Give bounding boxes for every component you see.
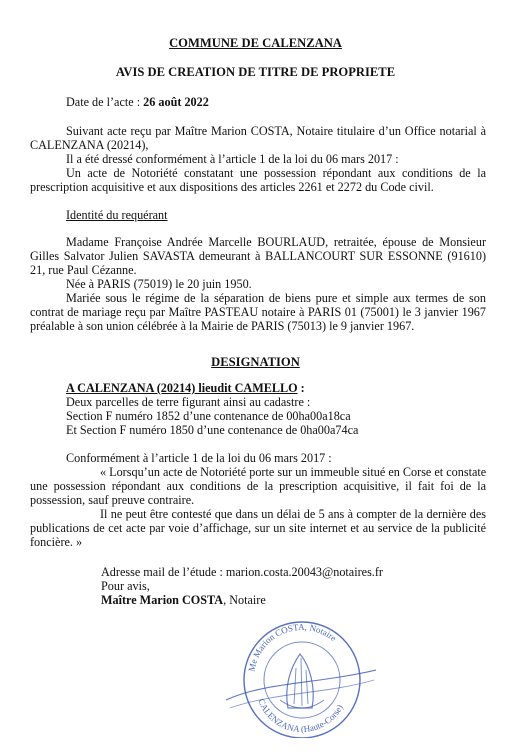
requerant-line-4: Née à PARIS (75019) le 20 juin 1950. bbox=[66, 277, 252, 291]
document-title: AVIS DE CREATION DE TITRE DE PROPRIETE bbox=[115, 65, 396, 79]
commune-heading: COMMUNE DE CALENZANA bbox=[169, 36, 342, 50]
intro-line-3: Il a été dressé conformément à l’article 1 de la loi du 06 mars 2017 : bbox=[66, 152, 399, 166]
requerant-heading: Identité du requérant bbox=[66, 208, 168, 222]
designation-line-3: Et Section F numéro 1850 d’une contenance de 0ha00a74ca bbox=[66, 423, 359, 437]
act-date-value: 26 août 2022 bbox=[143, 95, 209, 109]
law-line-4: possession, sauf preuve contraire. bbox=[30, 493, 195, 507]
requerant-line-5: Mariée sous le régime de la séparation de biens pure et simple aux termes de son bbox=[66, 291, 486, 305]
designation-location-name: A CALENZANA (20214) lieudit CAMELLO bbox=[66, 381, 298, 395]
requerant-line-1: Madame Françoise Andrée Marcelle BOURLAUD, retraitée, épouse de Monsieur bbox=[66, 235, 486, 249]
designation-location-suffix: : bbox=[297, 381, 305, 395]
act-date bbox=[66, 95, 209, 110]
law-line-5: Il ne peut être contesté que dans un délai de 5 ans à compter de la dernière des bbox=[100, 507, 486, 521]
act-date-label: Date de l’acte : bbox=[66, 95, 141, 109]
study-email: Adresse mail de l’étude : marion.costa.20043@notaires.fr bbox=[101, 565, 383, 579]
law-line-6: publications de cet acte par voie d’affichage, sur un site internet et au service de la publicité bbox=[30, 521, 486, 535]
law-line-3: une possession répondant aux conditions de la prescription acquisitive, il fait foi de la bbox=[30, 479, 486, 493]
signatory-name: Maître Marion COSTA bbox=[101, 593, 224, 607]
pour-avis: Pour avis, bbox=[101, 579, 150, 593]
designation-line-2: Section F numéro 1852 d’une contenance de 00ha00a18ca bbox=[66, 409, 351, 423]
intro-line-4: Un acte de Notoriété constatant une possession répondant aux conditions de la bbox=[66, 166, 486, 180]
requerant-line-3: 21, rue Paul Cézanne. bbox=[30, 263, 137, 277]
designation-line-1: Deux parcelles de terre figurant ainsi au cadastre : bbox=[66, 395, 311, 409]
intro-line-5: prescription acquisitive et aux dispositions des articles 2261 et 2272 du Code civil. bbox=[30, 180, 434, 194]
seal-bottom-text: CALENZANA (Haute-Corse) bbox=[256, 697, 345, 735]
notary-seal-stamp bbox=[226, 608, 376, 738]
requerant-line-6: contrat de mariage reçu par Maître PASTEAU notaire à PARIS 01 (75001) le 3 janvier 1967 bbox=[30, 305, 486, 319]
intro-line-1: Suivant acte reçu par Maître Marion COSTA, Notaire titulaire d’un Office notarial à bbox=[66, 124, 486, 138]
signatory-line bbox=[101, 593, 266, 608]
designation-heading: DESIGNATION bbox=[211, 355, 300, 369]
law-line-2: « Lorsqu’un acte de Notoriété porte sur un immeuble situé en Corse et constate bbox=[100, 465, 487, 479]
law-line-1: Conformément à l’article 1 de la loi du 06 mars 2017 : bbox=[66, 451, 332, 465]
seal-ink bbox=[226, 622, 376, 738]
designation-location bbox=[66, 381, 305, 396]
requerant-line-7: préalable à son union célébrée à la Mairie de PARIS (75013) le 9 janvier 1967. bbox=[30, 319, 415, 333]
requerant-line-2: Gilles Salvator Julien SAVASTA demeurant à BALLANCOURT SUR ESSONNE (91610) bbox=[30, 249, 486, 263]
seal-top-text: Me Marion COSTA, Notaire bbox=[246, 621, 339, 673]
intro-line-2: CALENZANA (20214), bbox=[30, 138, 149, 152]
signatory-role: , Notaire bbox=[223, 593, 266, 607]
law-line-7: foncière. » bbox=[30, 535, 83, 549]
